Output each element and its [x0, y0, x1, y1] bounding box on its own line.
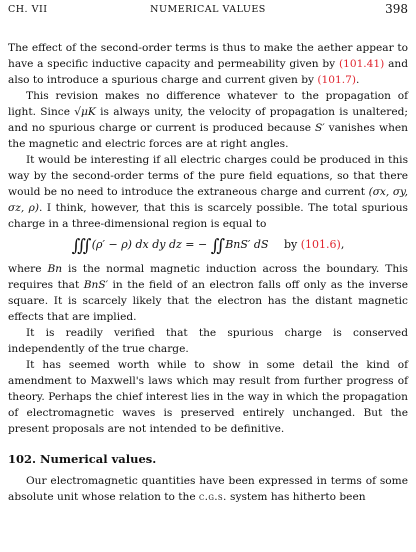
chapter-label: CH. VII	[8, 4, 48, 15]
equation-right-side: BnS′ dS	[225, 238, 269, 251]
page-body	[8, 40, 408, 505]
equation-by: by	[284, 238, 298, 251]
paragraph-1: The effect of the second-order terms is thus to make the aether appear to have a specific inductive capacity and permeability given by (101.41) and also to introduce a spurious charge and current given by (101.7).	[8, 42, 408, 86]
equation-link-101-6[interactable]: (101.6)	[300, 238, 341, 251]
paragraph-7: Our electromagnetic quantities have been expressed in terms of some absolute unit whose relation to the c.g.s. system has hitherto been	[8, 475, 408, 503]
section-heading: 102. Numerical values.	[8, 452, 157, 466]
paragraph-5: It is readily verified that the spurious charge is conserved independently of the true charge.	[8, 327, 408, 355]
paragraph-3: It would be interesting if all electric charges could be produced in this way by the second-order terms of the pure field equations, so that there would be no need to introduce the extraneous charge and current (σx, σy, σz, ρ). I think, however, that this is scarcely possible. The total spurious charge in a three-dimensional region is equal to	[8, 154, 408, 230]
paragraph-6: It has seemed worth while to show in some detail the kind of amendment to Maxwell's laws which may result from further progress of theory. Perhaps the chief interest lies in the way in which the propagation of electromagnetic waves is preserved entirely unchanged. But the present proposals are not intended to be definitive.	[8, 359, 408, 435]
page-number: 398	[385, 2, 408, 16]
math-s-prime: S′	[315, 122, 325, 134]
math-bn: Bn	[47, 263, 63, 275]
math-charge-current: (σx, σy, σz, ρ)	[8, 186, 408, 214]
math-sqrt-mu-k: √μK	[74, 106, 96, 118]
equation-link-101-41[interactable]: (101.41)	[338, 58, 385, 70]
header-title: NUMERICAL VALUES	[150, 4, 266, 15]
math-bn-s-prime: BnS′	[83, 279, 109, 291]
running-header	[8, 4, 408, 20]
triple-integral-sign: ∭	[71, 236, 89, 256]
double-integral-sign: ∬	[210, 236, 223, 256]
equation-link-101-7[interactable]: (101.7)	[317, 74, 356, 86]
paragraph-2: This revision makes no difference whatever to the propagation of light. Since √μK is always unity, the velocity of propagation is unaltered; and no spurious charge or current is produced because S′ vanishes when the magnetic and electric forces are at right angles.	[8, 90, 409, 150]
equation-left-side: (ρ′ − ρ) dx dy dz = −	[91, 238, 208, 251]
cgs-abbrev: c.g.s.	[199, 491, 227, 503]
display-equation: ∭ (ρ′ − ρ) dx dy dz = − ∬ BnS′ dS by (101.6),	[71, 236, 345, 256]
paragraph-4: where Bn is the normal magnetic induction across the boundary. This requires that BnS′ in the field of an electron falls off only as the inverse square. It is scarcely likely that the electron has the distant magnetic effects that are implied.	[8, 263, 409, 323]
